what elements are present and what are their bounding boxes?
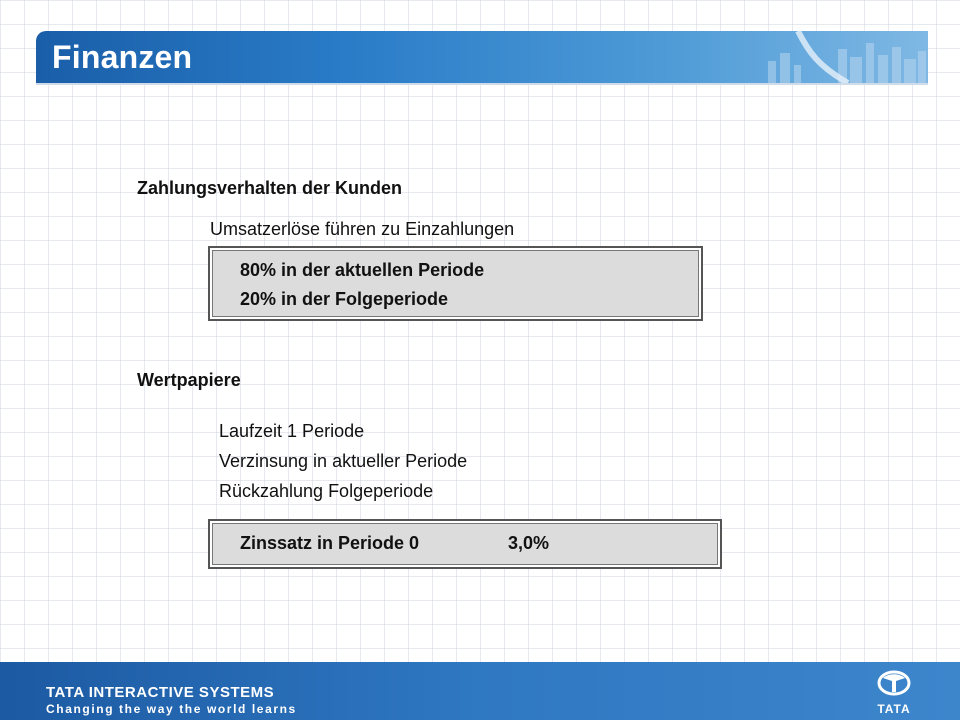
tata-logo-text: TATA — [877, 702, 911, 716]
revenue-subtitle: Umsatzerlöse führen zu Einzahlungen — [210, 219, 515, 239]
tata-emblem-icon — [877, 670, 911, 696]
interest-rate-label: Zinssatz in Periode 0 — [240, 533, 420, 553]
title-banner — [36, 31, 928, 83]
page-title: Finanzen — [52, 39, 193, 75]
footer-bar — [0, 662, 960, 720]
tata-logo — [874, 670, 914, 716]
interest-rate-box — [208, 519, 722, 569]
payment-split-box — [208, 246, 703, 321]
next-period-share: 20% in der Folgeperiode — [240, 289, 449, 309]
securities-interest: Verzinsung in aktueller Periode — [219, 451, 468, 471]
company-tagline: Changing the way the world learns — [46, 702, 297, 716]
securities-term: Laufzeit 1 Periode — [219, 421, 365, 441]
title-underline — [36, 83, 928, 85]
city-skyline-graphic — [728, 31, 928, 83]
securities-repayment: Rückzahlung Folgeperiode — [219, 481, 434, 501]
current-period-share: 80% in der aktuellen Periode — [240, 260, 485, 280]
payment-behavior-heading: Zahlungsverhalten der Kunden — [137, 178, 403, 198]
company-brand-name: TATA INTERACTIVE SYSTEMS — [46, 684, 275, 701]
securities-heading: Wertpapiere — [137, 370, 241, 390]
interest-rate-value: 3,0% — [508, 533, 550, 553]
